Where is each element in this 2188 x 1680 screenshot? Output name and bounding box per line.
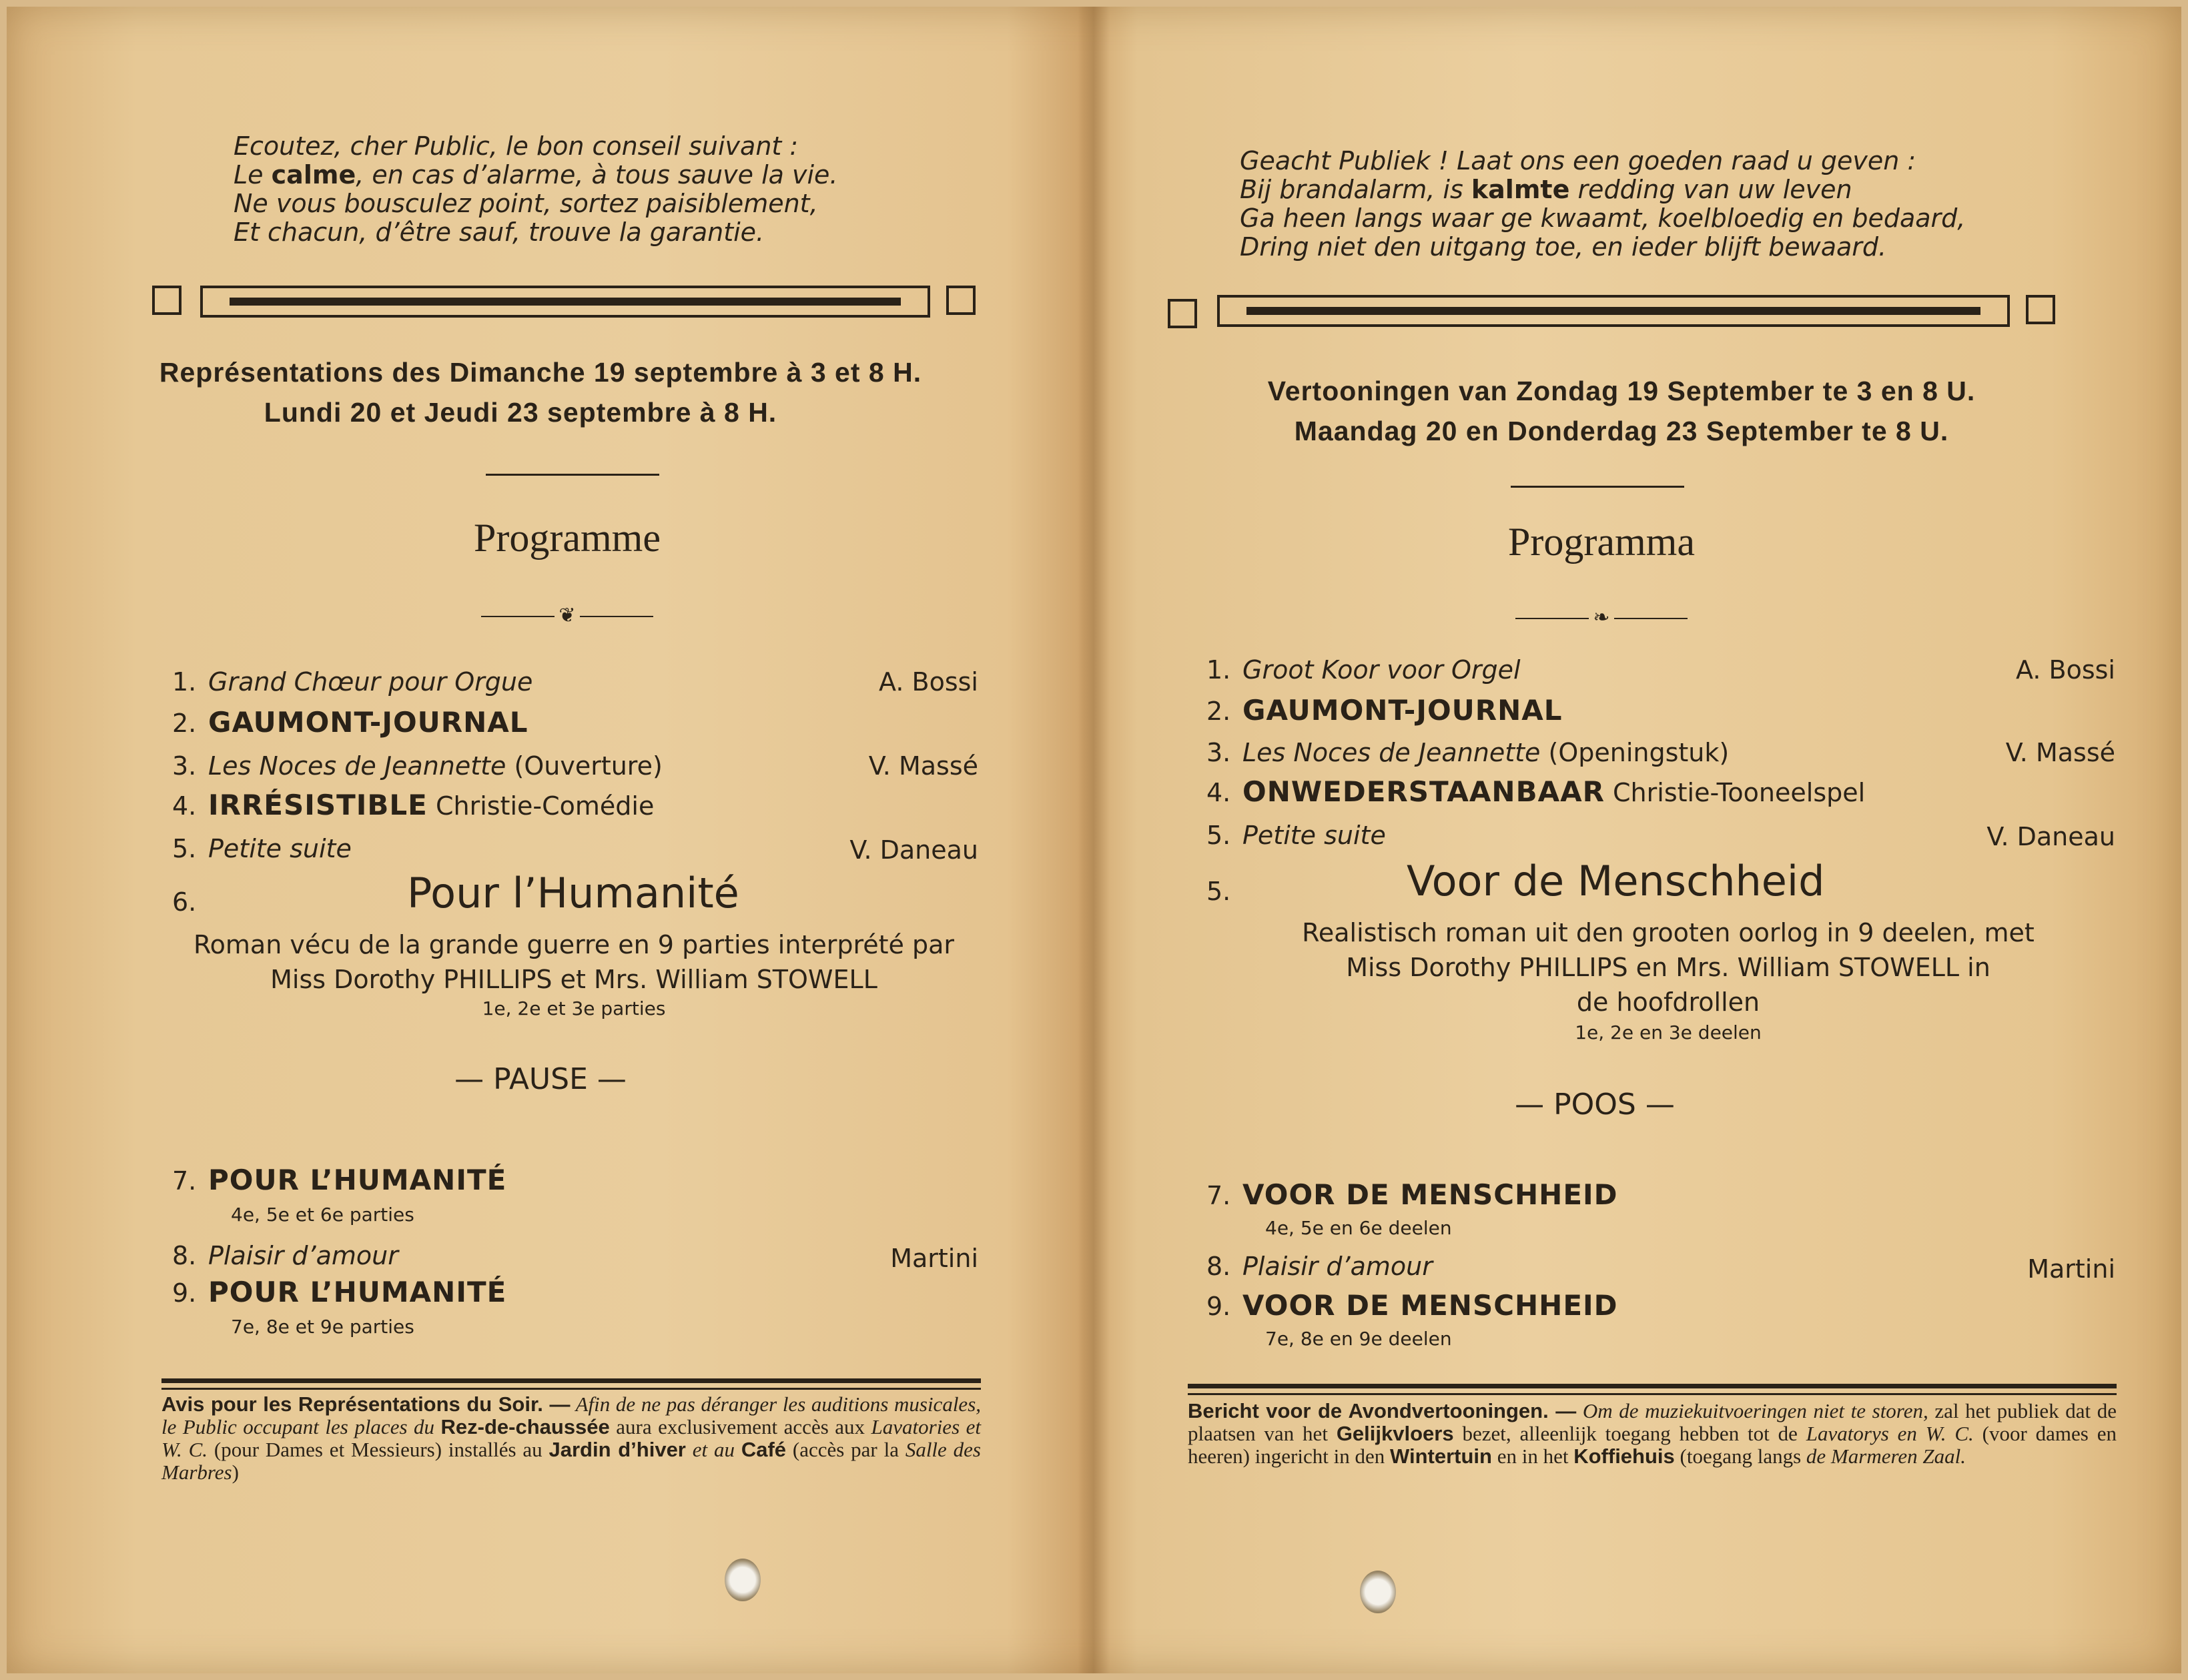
program-item: 8. Plaisir d’amour bbox=[172, 1241, 398, 1270]
program-item: 9. POUR L’HUMANITÉ bbox=[172, 1276, 507, 1308]
square-ornament-icon bbox=[946, 286, 976, 315]
program-sheet bbox=[7, 7, 2181, 1673]
program-item: 5. Petite suite bbox=[172, 834, 352, 863]
poem-line-2: Bij brandalarm, is kalmte redding van uw leven bbox=[1240, 175, 1852, 204]
program-item: 4. IRRÉSISTIBLE Christie-Comédie bbox=[172, 789, 655, 821]
poem-line-1: Ecoutez, cher Public, le bon conseil suivant : bbox=[234, 131, 799, 161]
feature-description: Realistisch roman uit den grooten oorlog in 9 deelen, met Miss Dorothy PHILLIPS en Mrs. William STOWELL in de hoofdrollen bbox=[1302, 918, 2035, 1017]
divider bbox=[486, 474, 659, 476]
poem-line-3: Ne vous bousculez point, sortez paisiblement, bbox=[234, 189, 818, 218]
decorative-rule bbox=[152, 286, 988, 320]
program-item: 4. ONWEDERSTAANBAAR Christie-Tooneelspel bbox=[1206, 775, 1866, 808]
performance-dates bbox=[73, 352, 1008, 432]
poem-line-1: Geacht Publiek ! Laat ons een goeden raad u geven : bbox=[1240, 146, 1916, 175]
square-ornament-icon bbox=[152, 286, 181, 315]
program-title: Programme bbox=[474, 516, 661, 560]
binding-hole bbox=[1360, 1571, 1396, 1613]
item-subtitle: 7e, 8e en 9e deelen bbox=[1265, 1328, 1452, 1350]
poem-line-2: Le calme, en cas d’alarme, à tous sauve la vie. bbox=[234, 160, 838, 189]
program-item: 8. Plaisir d’amour bbox=[1206, 1252, 1433, 1281]
bar-ornament bbox=[1217, 295, 2010, 327]
square-ornament-icon bbox=[1168, 299, 1197, 328]
dates-line-1: Représentations des Dimanche 19 septembre à 3 et 8 H. bbox=[159, 357, 922, 388]
divider bbox=[161, 1378, 981, 1383]
item-subtitle: 4e, 5e en 6e deelen bbox=[1265, 1217, 1452, 1239]
binding-hole bbox=[725, 1559, 761, 1601]
item-subtitle: 4e, 5e et 6e parties bbox=[231, 1204, 414, 1226]
program-item: 3. Les Noces de Jeannette (Openingstuk) bbox=[1206, 738, 1730, 767]
decorative-rule bbox=[1168, 295, 2069, 330]
feature-title: Pour l’Humanité bbox=[407, 869, 739, 917]
feature-description: Roman vécu de la grande guerre en 9 parties interprété par Miss Dorothy PHILLIPS et Mrs. William STOWELL bbox=[193, 930, 955, 994]
intermission: — POOS — bbox=[1515, 1088, 1675, 1122]
ornament-icon: ❧ bbox=[1461, 606, 1742, 629]
composer: Martini bbox=[890, 1244, 978, 1273]
program-item: 1. Groot Koor voor Orgel bbox=[1206, 655, 1521, 685]
divider bbox=[1188, 1384, 2117, 1388]
square-ornament-icon bbox=[2026, 295, 2055, 324]
dates-line-2: Lundi 20 et Jeudi 23 septembre à 8 H. bbox=[264, 397, 777, 428]
safety-poem bbox=[234, 132, 901, 247]
performance-dates bbox=[1141, 371, 2102, 451]
safety-poem bbox=[1240, 147, 2107, 262]
program-item: 3. Les Noces de Jeannette (Ouverture) bbox=[172, 751, 663, 781]
program-item: 9. VOOR DE MENSCHHEID bbox=[1206, 1289, 1618, 1322]
composer: V. Massé bbox=[868, 751, 978, 781]
composer: V. Daneau bbox=[1986, 822, 2115, 851]
program-item-number: 5. bbox=[1206, 877, 1231, 906]
evening-notice: Bericht voor de Avondvertooningen. — Om de muziekuitvoeringen niet te storen, zal het publiek dat de plaatsen van het Gelijkvloers bezet, alleenlijk toegang hebben tot de Lavatorys en W. C. (voor dames en heeren) ingericht in den Wintertuin en in het Koffiehuis (toegang langs de Marmeren Zaal. bbox=[1188, 1399, 2117, 1468]
poem-line-4: Dring niet den uitgang toe, en ieder blijft bewaard. bbox=[1240, 232, 1887, 262]
composer: V. Daneau bbox=[849, 835, 978, 865]
program-item: 5. Petite suite bbox=[1206, 821, 1386, 850]
divider bbox=[1511, 486, 1684, 488]
composer: A. Bossi bbox=[879, 667, 978, 697]
intermission: — PAUSE — bbox=[454, 1062, 627, 1096]
composer: Martini bbox=[2027, 1254, 2115, 1284]
bar-ornament bbox=[200, 286, 930, 318]
program-title: Programma bbox=[1508, 520, 1695, 564]
poem-line-3: Ga heen langs waar ge kwaamt, koelbloedig en bedaard, bbox=[1240, 203, 1966, 233]
composer: A. Bossi bbox=[2016, 655, 2115, 685]
right-page-dutch bbox=[1101, 7, 2181, 1673]
dates-line-1: Vertooningen van Zondag 19 September te 3 en 8 U. bbox=[1267, 376, 1976, 406]
program-item: 2. GAUMONT-JOURNAL bbox=[172, 706, 528, 739]
divider bbox=[161, 1388, 981, 1390]
dates-line-2: Maandag 20 en Donderdag 23 September te 8 U. bbox=[1294, 416, 1949, 446]
feature-parts: 1e, 2e et 3e parties bbox=[482, 997, 666, 1019]
feature-title: Voor de Menschheid bbox=[1407, 857, 1825, 905]
program-item-number: 6. bbox=[172, 887, 197, 917]
evening-notice: Avis pour les Représentations du Soir. — Afin de ne pas déranger les auditions musicales, le Public occupant les places du Rez-de-chaussée aura exclusivement accès aux Lavatories et W. C. (pour Dames et Messieurs) installés au Jardin d’hiver et au Café (accès par la Salle des Marbres) bbox=[161, 1392, 982, 1484]
item-subtitle: 7e, 8e et 9e parties bbox=[231, 1316, 414, 1338]
poem-line-4: Et chacun, d’être sauf, trouve la garantie. bbox=[234, 218, 765, 247]
program-item: 7. VOOR DE MENSCHHEID bbox=[1206, 1178, 1618, 1211]
program-item: 1. Grand Chœur pour Orgue bbox=[172, 667, 533, 697]
program-item: 7. POUR L’HUMANITÉ bbox=[172, 1164, 507, 1196]
composer: V. Massé bbox=[2005, 738, 2115, 767]
program-item: 2. GAUMONT-JOURNAL bbox=[1206, 694, 1563, 727]
feature-parts: 1e, 2e en 3e deelen bbox=[1575, 1021, 1762, 1043]
left-page-french bbox=[7, 7, 1094, 1673]
divider bbox=[1188, 1393, 2117, 1395]
ornament-icon: ❦ bbox=[380, 604, 754, 627]
